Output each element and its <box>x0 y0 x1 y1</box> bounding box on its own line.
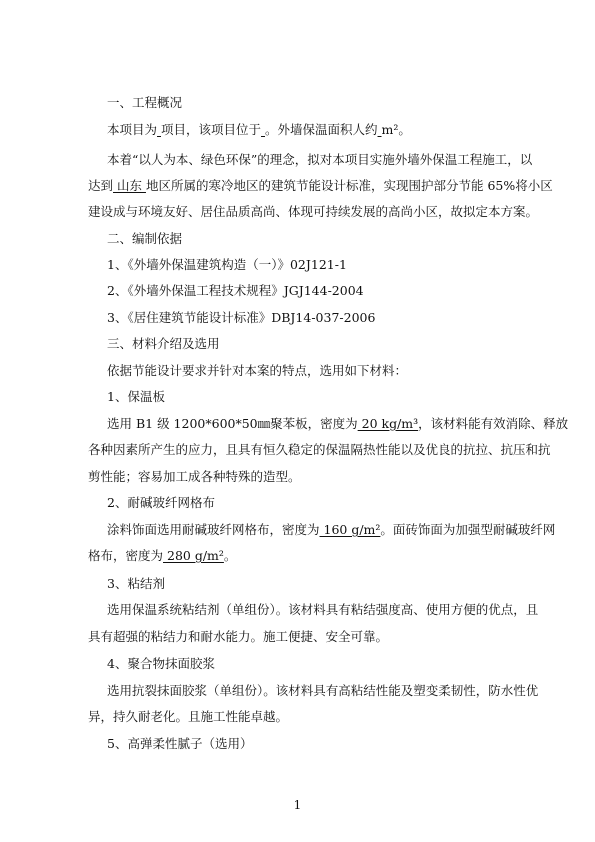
concept-paragraph-line-3: 建设成与环境友好、居住品质高尚、体现可持续发展的高尚小区，故拟定本方案。 <box>88 204 539 219</box>
text-fragment: 选用 B1 级 1200*600*50㎜聚苯板，密度为 <box>107 416 358 431</box>
density-value: 280 g/m² <box>163 548 224 563</box>
density-value: 160 g/m² <box>319 522 381 537</box>
text-fragment: 本项目为 <box>107 122 158 137</box>
section-heading-2: 二、编制依据 <box>107 231 183 246</box>
text-fragment: 格布，密度为 <box>88 548 164 563</box>
material-heading-2: 2、耐碱玻纤网格布 <box>107 495 215 510</box>
project-overview-paragraph <box>107 122 411 138</box>
concept-paragraph-line-1: 本着“以人为本、绿色环保”的理念，拟对本项目实施外墙外保温工程施工，以 <box>107 152 533 167</box>
materials-intro: 依据节能设计要求并针对本案的特点，选用如下材料： <box>107 363 408 378</box>
text-fragment: 地区所属的寒冷地区的建筑节能设计标准，实现围护部分节能 65%将小区 <box>145 178 553 193</box>
text-fragment: 涂料饰面选用耐碱玻纤网格布，密度为 <box>107 522 320 537</box>
text-fragment: 达到 <box>88 178 114 193</box>
material-1-line-3: 剪性能；容易加工成各种特殊的造型。 <box>88 469 301 484</box>
material-heading-3: 3、粘结剂 <box>107 576 165 591</box>
material-2-line-1 <box>107 522 555 538</box>
reference-item-3: 3、《居住建筑节能设计标准》DBJ14-037-2006 <box>107 310 376 325</box>
text-fragment: 。 <box>223 548 237 563</box>
material-2-line-2 <box>88 548 236 564</box>
region-name: 山东 <box>113 178 146 193</box>
page-number: 1 <box>293 798 302 812</box>
text-fragment: m²。 <box>381 122 411 137</box>
material-3-line-2: 具有超强的粘结力和耐水能力。施工便捷、安全可靠。 <box>88 629 389 644</box>
reference-item-1: 1、《外墙外保温建筑构造（一）》02J121-1 <box>107 257 347 272</box>
concept-paragraph-line-2 <box>88 178 553 194</box>
density-value: 20 kg/m³ <box>357 416 419 431</box>
material-1-line-2: 各种因素所产生的应力，且具有恒久稳定的保温隔热性能以及优良的抗拉、抗压和抗 <box>88 442 551 457</box>
text-fragment: 。面砖饰面为加强型耐碱玻纤网 <box>380 522 556 537</box>
material-4-line-1: 选用抗裂抹面胶浆（单组份）。该材料具有高粘结性能及塑变柔韧性，防水性优 <box>107 683 539 698</box>
text-fragment: 项目，该项目位于 <box>161 122 262 137</box>
reference-item-2: 2、《外墙外保温工程技术规程》JGJ144-2004 <box>107 283 364 298</box>
material-4-line-2: 异，持久耐老化。且施工性能卓越。 <box>88 709 289 724</box>
material-3-line-1: 选用保温系统粘结剂（单组份）。该材料具有粘结强度高、使用方便的优点，且 <box>107 602 539 617</box>
material-heading-5: 5、高弹柔性腻子（选用） <box>107 736 253 751</box>
material-heading-1: 1、保温板 <box>107 389 165 404</box>
material-heading-4: 4、聚合物抹面胶浆 <box>107 656 215 671</box>
section-heading-3: 三、材料介绍及选用 <box>107 336 220 351</box>
text-fragment: 。外墙保温面积人约 <box>265 122 378 137</box>
material-1-line-1 <box>107 416 568 432</box>
section-heading-1: 一、工程概况 <box>107 95 183 110</box>
text-fragment: ，该材料能有效消除、释放 <box>418 416 569 431</box>
